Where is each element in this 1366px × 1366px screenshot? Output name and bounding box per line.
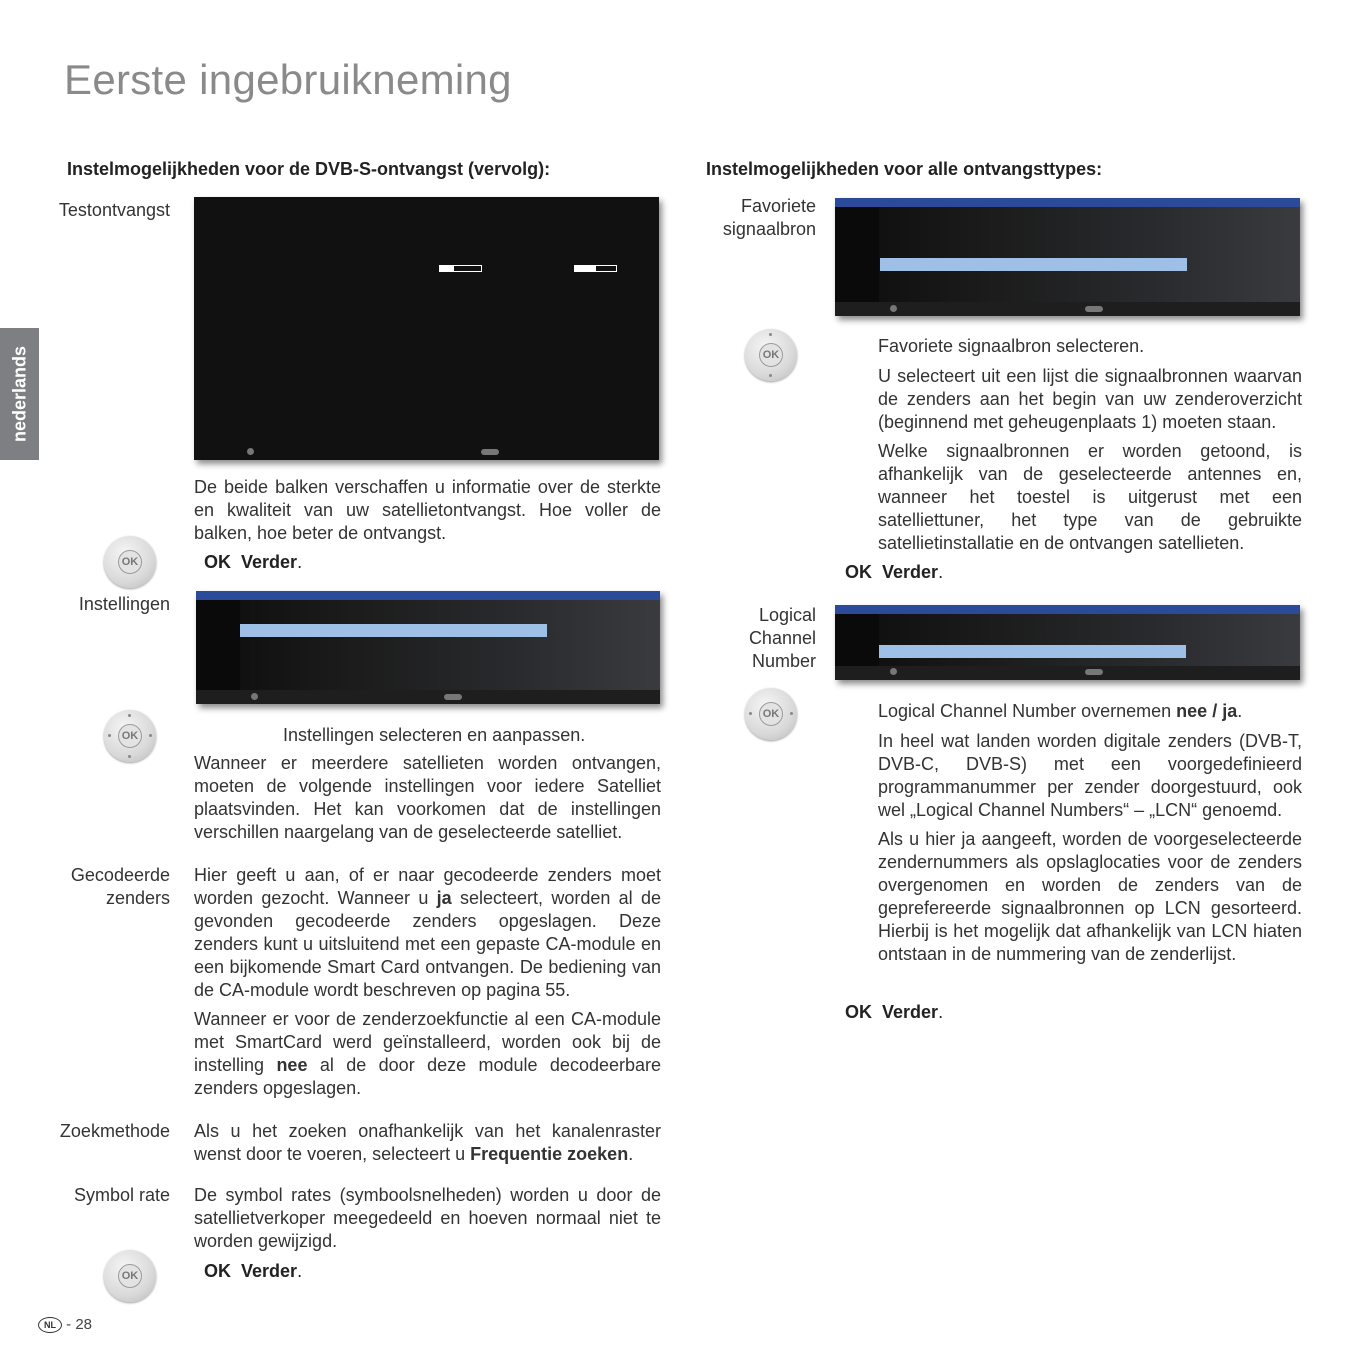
language-tab: nederlands [0, 328, 39, 460]
text-zoekmethode: Als u het zoeken onafhankelijk van het kanalenraster wenst door te voeren, selecteert u Frequentie zoeken. [194, 1121, 661, 1164]
screen-title-bar [835, 198, 1300, 207]
label-gecodeerde-zenders: Gecodeerde zenders [70, 865, 170, 908]
ok-verder-1: OK Verder. [204, 552, 303, 572]
label-favoriete-signaalbron: Favoriete signaalbron [722, 196, 816, 239]
ok-verder-2: OK Verder. [204, 1261, 303, 1281]
highlighted-menu-row [879, 645, 1186, 658]
page-footer [38, 1316, 92, 1333]
text-testontvangst: De beide balken verschaffen u informatie over de sterkte en kwaliteit van uw satellietontvangst. Hoe voller de balken, hoe beter de ontvangst. [194, 477, 661, 543]
label-zoekmethode: Zoekmethode [59, 1121, 170, 1141]
ok-icon [247, 448, 254, 455]
screen-title-bar [196, 591, 660, 600]
back-icon [1085, 306, 1103, 312]
back-icon [481, 449, 499, 455]
ok-button-icon: OK [104, 536, 156, 588]
ok-button-icon: OK [104, 1250, 156, 1302]
ok-verder-3: OK Verder. [845, 562, 944, 582]
ok-icon [890, 668, 897, 675]
text-gecodeerde-zenders: Hier geeft u aan, of er naar gecodeerde zenders moet worden gezocht. Wanneer u ja selecteert, worden al de gevonden gecodeerde zenders opgeslagen. Deze zenders kunt u uitsluitend met een gepaste CA-module en een bijkomende Smart Card ontvangen. De bediening van de CA-module wordt beschreven op pagina 55. Wanneer er voor de zenderzoekfunctie al een CA-module met SmartCard werd geïnstalleerd, worden ook bij de instelling nee al de door deze module decodeerbare zenders opgeslagen. [194, 865, 662, 1098]
nav-cross-button-icon: OK [104, 710, 156, 762]
screen-title-bar [835, 605, 1300, 614]
instellingen-title: Instellingen selecteren en aanpassen. [283, 725, 586, 745]
back-icon [1085, 669, 1103, 675]
ok-button-icon: OK [745, 688, 797, 740]
text-lcn-1: In heel wat landen worden digitale zenders (DVB-T, DVB-C, DVB-S) met een voorgedefinieerd programmanummer per zender doorgestuurd, ook wel „Logical Channel Numbers“ – „LCN“ genoemd. [878, 731, 1302, 820]
text-favoriete-1: U selecteert uit een lijst die signaalbronnen waarvan de zenders aan het begin van uw zenderoverzicht (beginnend met geheugenplaats 1) moeten staan. [878, 366, 1302, 432]
signal-strength-bar [439, 265, 482, 272]
back-icon [444, 694, 462, 700]
ok-button-icon: OK [745, 329, 797, 381]
label-instellingen: Instellingen [78, 594, 170, 614]
lcn-title: Logical Channel Number overnemen nee / ja. [878, 701, 1243, 721]
page-title: Eerste ingebruikneming [64, 56, 512, 103]
text-favoriete-2: Welke signaalbronnen er worden getoond, is afhankelijk van de geselecteerde antennes en, wanneer het toestel is uitgerust met een satelliettuner, het type van de gebruikte satellietinstallatie en de ontvangen satellieten. [878, 441, 1302, 553]
label-logical-channel-number: Logical Channel Number [748, 605, 816, 671]
text-lcn-2: Als u hier ja aangeeft, worden de voorgeselecteerde zendernummers als opslaglocaties voor de zenders overgenomen en worden de zenders van de geprefereerde signaalbronnen op LCN gesorteerd. Hierbij is het mogelijk dat afhankelijk van LCN hiaten ontstaan in de nummering van de zenderlijst. [878, 829, 1302, 964]
text-symbol-rate: De symbol rates (symboolsnelheden) worden u door de satellietverkoper meegedeeld en hoeven normaal niet te worden gewijzigd. [194, 1185, 661, 1251]
right-heading: Instelmogelijkheden voor alle ontvangsttypes: [706, 159, 1103, 179]
text-instellingen: Wanneer er meerdere satellieten worden ontvangen, moeten de volgende instellingen voor iedere Satelliet plaatsvinden. Het kan voorkomen dat de instellingen verschillen naargelang van de geselecteerde satelliet. [194, 753, 661, 842]
nl-flag-icon: NL [38, 1317, 62, 1333]
tv-screen-favoriete-signaalbron [835, 198, 1300, 316]
page-number: - 28 [66, 1316, 93, 1333]
tv-screen-testontvangst [194, 197, 659, 460]
ok-icon [251, 693, 258, 700]
label-testontvangst: Testontvangst [58, 200, 170, 220]
tv-screen-lcn [835, 605, 1300, 680]
highlighted-menu-row [880, 258, 1187, 271]
tv-screen-instellingen [196, 591, 660, 704]
label-symbol-rate: Symbol rate [73, 1185, 170, 1205]
left-heading: Instelmogelijkheden voor de DVB-S-ontvangst (vervolg): [67, 159, 551, 179]
signal-quality-bar [574, 265, 617, 272]
fav-title: Favoriete signaalbron selecteren. [878, 336, 1145, 356]
ok-icon [890, 305, 897, 312]
ok-verder-4: OK Verder. [845, 1002, 944, 1022]
highlighted-menu-row [240, 624, 547, 637]
